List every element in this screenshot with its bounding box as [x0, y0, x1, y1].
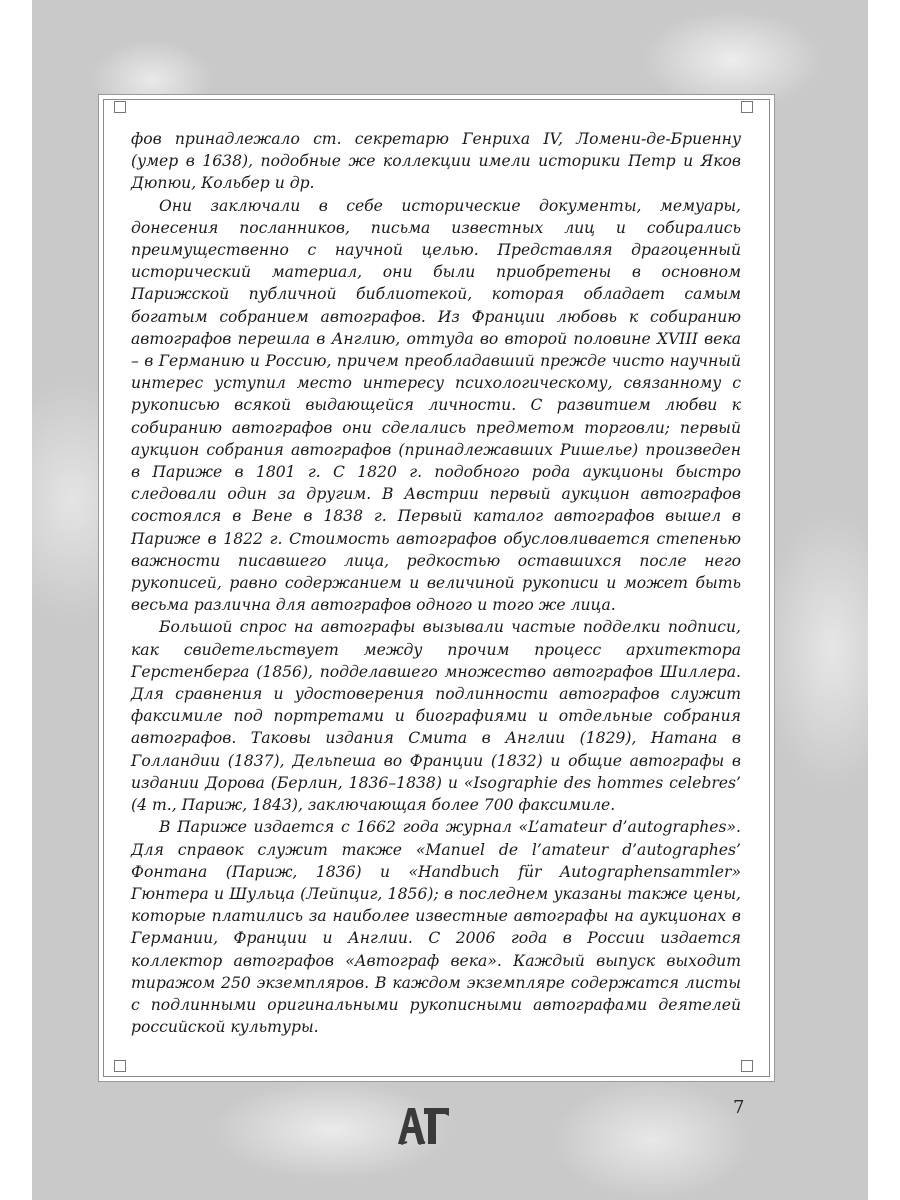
frame-corner-ornament: [741, 1060, 753, 1072]
body-text: [131, 128, 741, 1038]
page-number: 7: [733, 1097, 745, 1118]
paragraph: Они заключали в себе исторические документы, мемуары, донесения посланников, письма известных лиц и собирались преимущественно с научной целью. Представляя драгоценный исторический материал, они были приобретены в основном Парижской публичной библиотекой, которая обладает самым богатым собранием автографов. Из Франции любовь к собиранию автографов перешла в Англию, оттуда во второй половине XVIII века – в Германию и Россию, причем преобладавший прежде чисто научный интерес уступил место интересу психологическому, связанному с рукописью всякой выдающейся личности. С развитием любви к собиранию автографов они сделались предметом торговли; первый аукцион собрания автографов (принадлежавших Ришелье) произведен в Париже в 1801 г. С 1820 г. подобного рода аукционы быстро следовали один за другим. В Австрии первый аукцион автографов состоялся в Вене в 1838 г. Первый каталог автографов вышел в Париже в 1822 г. Стоимость автографов обусловливается степенью важности писавшего лица, редкостью оставшихся после него рукописей, равно содержанием и величиной рукописи и может быть весьма различна для автографов одного и того же лица.: [131, 196, 741, 615]
frame-corner-ornament: [114, 1060, 126, 1072]
paragraph: Большой спрос на автографы вызывали частые подделки подписи, как свидетельствует между прочим процесс архитектора Герстенберга (1856), подделавшего множество автографов Шиллера. Для сравнения и удостоверения подлинности автографов служит факсимиле под портретами и биографиями и отдельные собрания автографов. Таковы издания Смита в Англии (1829), Натана в Голландии (1837), Дельпеша во Франции (1832) и общие автографы в издании Дорова (Берлин, 1836–1838) и «Isographie des hommes celebres’ (4 т., Париж, 1843), заключающая более 700 факсимиле.: [131, 618, 741, 815]
paragraph: фов принадлежало ст. секретарю Генриха IV, Ломени-де-Бриенну (умер в 1638), подобные же коллекции имели историки Петр и Яков Дюпюи, Кольбер и др.: [131, 130, 741, 193]
paragraph: В Париже издается с 1662 года журнал «L’amateur d’autographes». Для справок служит также «Manuel de l’amateur d’autographes’ Фонтана (Париж, 1836) и «Handbuch für Autographensammler» Гюнтера и Шульца (Лейпциг, 1856); в последнем указаны также цены, которые платились за наиболее известные автографы на аукционах в Германии, Франции и Англии. С 2006 года в России издается коллектор автографов «Автограф века». Каждый выпуск выходит тиражом 250 экземпляров. В каждом экземпляре содержатся листы с подлинными оригинальными рукописными автографами деятелей российской культуры.: [131, 818, 741, 1037]
publisher-logo-icon: [395, 1102, 451, 1148]
frame-corner-ornament: [741, 101, 753, 113]
frame-corner-ornament: [114, 101, 126, 113]
